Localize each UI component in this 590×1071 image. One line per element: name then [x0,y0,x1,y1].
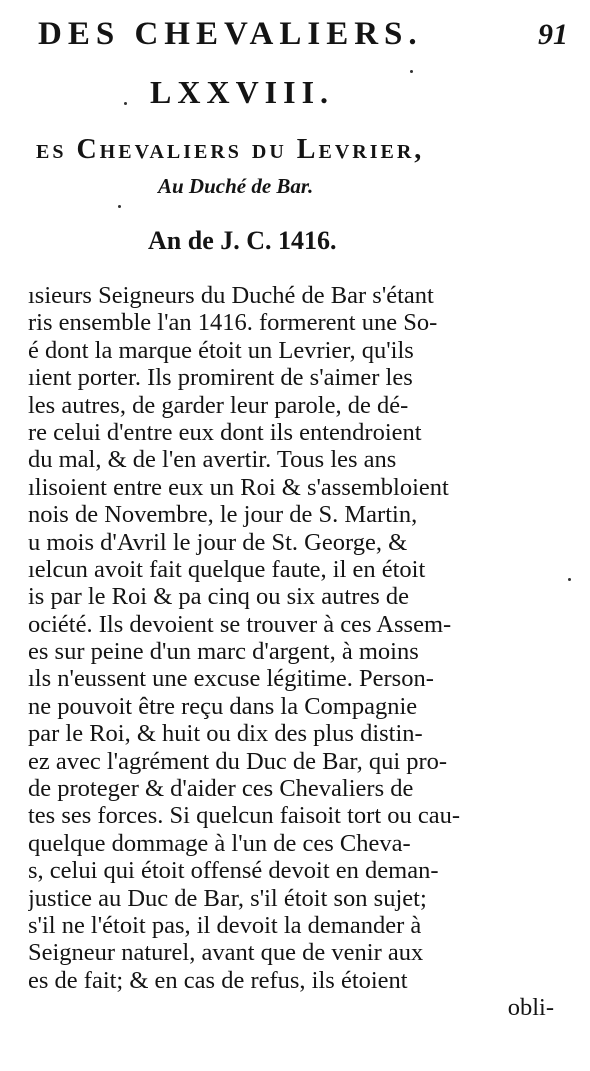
text-line: ısieurs Seigneurs du Duché de Bar s'étant [28,282,434,309]
text-line: ıient porter. Ils promirent de s'aimer les [28,364,413,392]
text-line: quelque dommage à l'un de ces Cheva- [28,829,411,857]
order-title: es Chevaliers du Levrier, [36,134,425,165]
text-line: u mois d'Avril le jour de St. George, & [28,528,408,556]
chapter-number: LXXVIII. [150,74,335,110]
ink-speck [118,205,121,208]
text-line: es sur peine d'un marc d'argent, à moins [28,638,419,666]
ink-speck [568,578,571,581]
order-subtitle: Au Duché de Bar. [158,174,314,198]
text-line: ociété. Ils devoient se trouver à ces Assem- [28,610,452,638]
text-line: ez avec l'agrément du Duc de Bar, qui pro- [28,747,448,775]
text-line: re celui d'entre eux dont ils entendroient [28,418,422,446]
text-line: tes ses forces. Si quelcun faisoit tort ou cau- [28,802,461,830]
text-line: nois de Novembre, le jour de S. Martin, [28,501,418,529]
text-line: par le Roi, & huit ou dix des plus distin- [28,720,423,748]
text-line: es de fait; & en cas de refus, ils étoient [28,966,408,994]
text-line: ıelcun avoit fait quelque faute, il en étoit [28,555,426,583]
text-line: s'il ne l'étoit pas, il devoit la demander à [28,911,422,939]
text-line: de proteger & d'aider ces Chevaliers de [28,775,414,803]
ink-speck [124,102,127,105]
running-head [38,14,578,50]
text-line: du mal, & de l'en avertir. Tous les ans [28,446,397,474]
body-text [28,282,568,1022]
text-line: les autres, de garder leur parole, de dé- [28,391,409,419]
text-line: ris ensemble l'an 1416. formerent une So- [28,309,438,337]
text-line: Seigneur naturel, avant que de venir aux [28,939,424,967]
ink-speck [410,70,413,73]
catchword: obli- [507,994,554,1022]
text-line: ılisoient entre eux un Roi & s'assembloient [28,473,449,501]
text-line: justice au Duc de Bar, s'il étoit son sujet; [28,884,427,912]
date-heading: An de J. C. 1416. [148,226,337,255]
text-line: ıls n'eussent une excuse légitime. Person- [28,665,434,693]
text-line: is par le Roi & pa cinq ou six autres de [28,583,410,611]
running-title: DES CHEVALIERS. [38,16,423,52]
text-line: é dont la marque étoit un Levrier, qu'ils [28,336,414,364]
page-number: 91 [538,18,568,51]
text-line: s, celui qui étoit offensé devoit en deman- [28,857,439,885]
text-line: ne pouvoit être reçu dans la Compagnie [28,692,418,720]
